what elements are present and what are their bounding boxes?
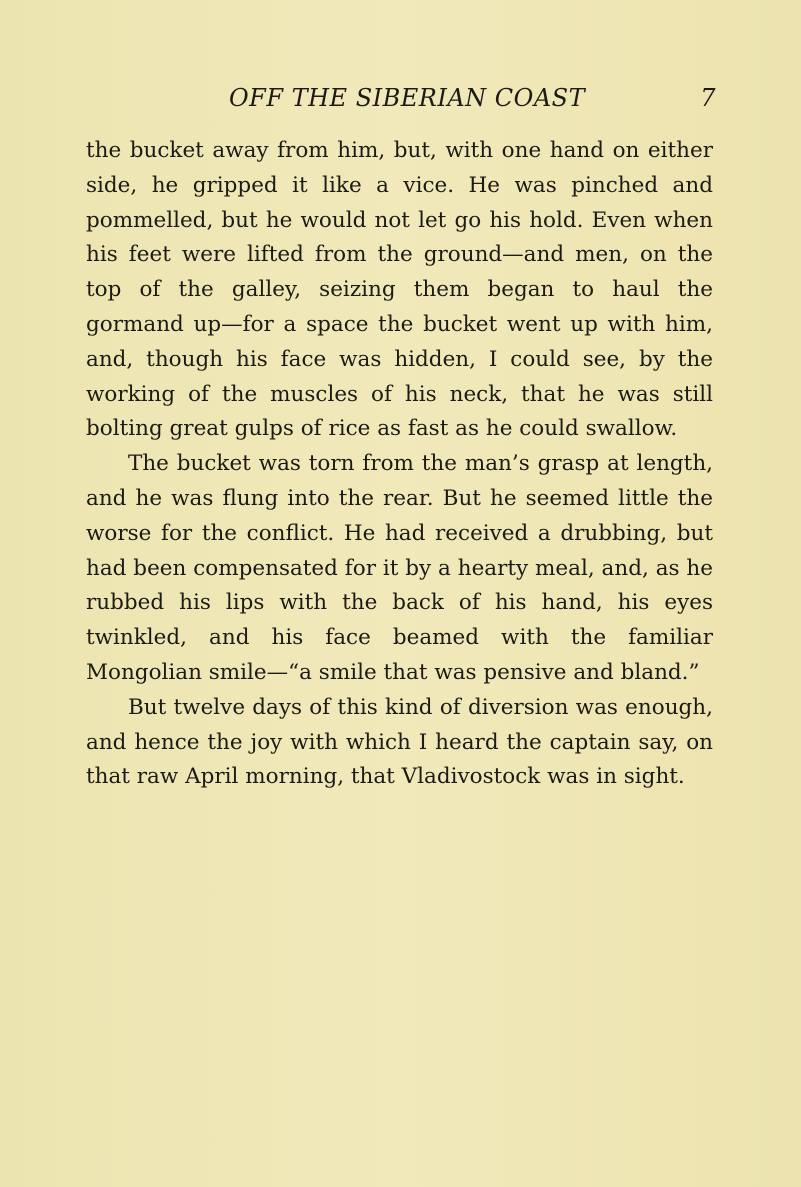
paragraph-continuation: the bucket away from him, but, with one hand on either side, he gripped it like a vice. He was pinched and pommelled, but he would not let go his hold. Even when his feet were lifted from the ground—and men, on the top of the galley, seizing them began to haul the gormand up—for a space the bucket went up with him, and, though his face was hidden, I could see, by the working of the muscles of his neck, that he was still bolting great gulps of rice as fast as he could swallow. [86, 138, 713, 442]
paragraph: The bucket was torn from the man’s grasp at length, and he was flung into the rear. But he seemed little the worse for the conflict. He had received a drubbing, but had been compensated for it by a hearty meal, and, as he rubbed his lips with the back of his hand, his eyes twinkled, and his face beamed with the familiar Mongolian smile—“a smile that was pensive and bland.” [86, 451, 713, 685]
body-text [86, 134, 713, 795]
paragraph: But twelve days of this kind of diversion was enough, and hence the joy with which I heard the captain say, on that raw April morning, that Vladivostock was in sight. [86, 694, 713, 790]
page-number: 7 [700, 84, 716, 112]
running-title: OFF THE SIBERIAN COAST [229, 84, 586, 112]
running-head [86, 84, 716, 114]
